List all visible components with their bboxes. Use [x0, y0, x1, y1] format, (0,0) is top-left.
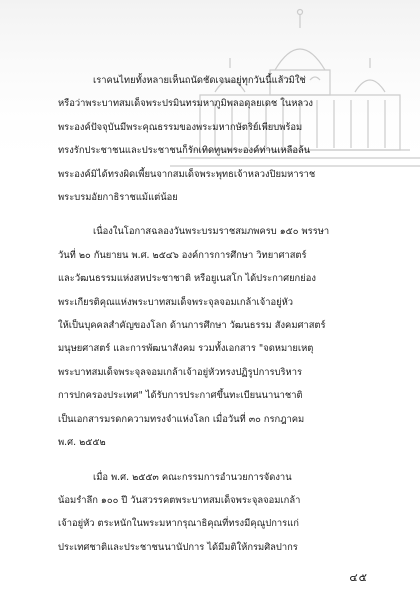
- text-line: พระเกียรติคุณแห่งพระบาทสมเด็จพระจุลจอมเกล้าเจ้าอยู่หัว: [58, 296, 294, 308]
- text-line: หรือว่าพระบาทสมเด็จพระปรมินทรมหาภูมิพลอดุลยเดช ในหลวง: [58, 98, 314, 110]
- text-line: เมื่อ พ.ศ. ๒๕๕๓ คณะกรรมการอำนวยการจัดงาน: [93, 471, 292, 483]
- text-line: และวัฒนธรรมแห่งสหประชาชาติ หรือยูเนสโก ได้ประกาศยกย่อง: [58, 273, 316, 285]
- paragraph-1: [58, 69, 364, 209]
- text-line: น้อมรำลึก ๑๐๐ ปี วันสวรรคตพระบาทสมเด็จพระจุลจอมเกล้า: [58, 494, 301, 506]
- text-line: เจ้าอยู่หัว ตระหนักในพระมหากรุณาธิคุณที่ทรงมีคุณูปการแก่: [58, 518, 299, 530]
- text-line: พระองค์ปัจจุบันมีพระคุณธรรมของพระมหากษัตริย์เพียบพร้อม: [58, 121, 303, 133]
- text-line: พระบาทสมเด็จพระจุลจอมเกล้าเจ้าอยู่หัวทรงปฏิรูปการบริหาร: [58, 366, 303, 378]
- text-line: เนื่องในโอกาสฉลองวันพระบรมราชสมภพครบ ๑๕๐ พรรษา: [93, 226, 330, 238]
- text-line: ประเทศชาติและประชาชนนานัปการ ได้มีมติให้กรมศิลปากร: [58, 541, 298, 553]
- text-line: ให้เป็นบุคคลสำคัญของโลก ด้านการศึกษา วัฒนธรรม สังคมศาสตร์: [58, 320, 326, 332]
- text-line: พระบรมอัยกาธิราชแม้แต่น้อย: [58, 192, 178, 204]
- text-line: พ.ศ. ๒๕๕๒: [58, 437, 106, 449]
- text-line: ทรงรักประชาชนและประชาชนก็รักเทิดทูนพระองค์ท่านเหลือล้น: [58, 145, 311, 157]
- text-line: มนุษยศาสตร์ และการพัฒนาสังคม รวมทั้งเอกสาร "จดหมายเหตุ: [58, 343, 314, 355]
- text-line: เราคนไทยทั้งหลายเห็นถนัดชัดเจนอยู่ทุกวันนี้แล้วมิใช่: [93, 75, 306, 86]
- text-line: การปกครองประเทศ" ได้รับการประกาศขึ้นทะเบียนนานาชาติ: [58, 390, 303, 402]
- page-number: ๔๕: [349, 571, 368, 584]
- text-line: วันที่ ๒๐ กันยายน พ.ศ. ๒๕๔๖ องค์การการศึกษา วิทยาศาสตร์: [58, 249, 307, 261]
- text-line: เป็นเอกสารมรดกความทรงจำแห่งโลก เมื่อวันที่ ๓๐ กรกฎาคม: [58, 413, 305, 425]
- paragraph-3: [58, 466, 364, 560]
- paragraph-2: [58, 220, 364, 454]
- body-text: [58, 69, 364, 559]
- text-line: พระองค์มิได้ทรงผิดเพี้ยนจากสมเด็จพระพุทธเจ้าหลวงปิยมหาราช: [58, 168, 316, 180]
